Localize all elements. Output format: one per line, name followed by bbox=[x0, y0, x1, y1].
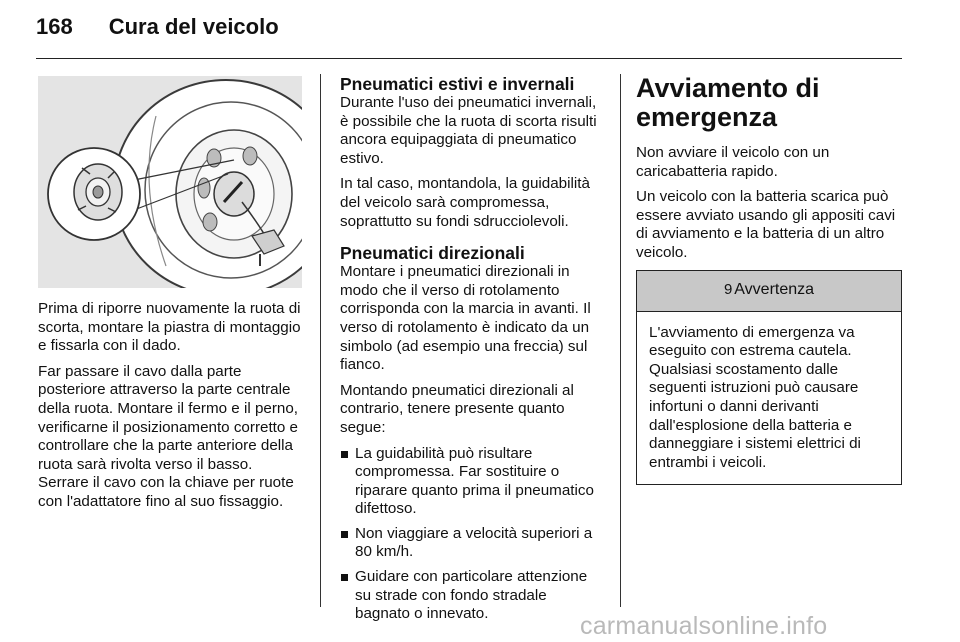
warning-icon: 9 bbox=[723, 281, 733, 299]
page-number: 168 bbox=[36, 14, 73, 39]
column-divider bbox=[620, 74, 621, 607]
column-3 bbox=[636, 74, 902, 485]
heading-directional-tyres: Pneumatici direzionali bbox=[340, 243, 525, 264]
list-item bbox=[340, 525, 602, 562]
header-divider bbox=[36, 58, 902, 59]
bullet-list bbox=[340, 445, 602, 624]
paragraph-reverse-mounting: Montando pneumatici direzionali al contrario, tenere presente quanto segue: bbox=[340, 381, 574, 436]
bullet-square-icon bbox=[341, 574, 348, 581]
paragraph-directional-mounting: Montare i pneumatici direzionali in modo che il verso di rotolamento corrisponda con la marcia in avanti. Il verso di rotolamento è indicato da un simbolo (ad esempio una freccia) sul fianco. bbox=[340, 263, 591, 374]
page-title: Cura del veicolo bbox=[108, 14, 279, 39]
warning-header bbox=[637, 271, 901, 312]
list-item-text: Non viaggiare a velocità superiori a 80 km/h. bbox=[355, 524, 593, 561]
paragraph-handling: In tal caso, montandola, la guidabilità del veicolo sarà compromessa, soprattutto su fondi sdrucciolevoli. bbox=[340, 175, 590, 230]
heading-emergency-start: Avviamento di emergenza bbox=[636, 73, 820, 132]
list-item-text: Guidare con particolare attenzione su strade con fondo stradale bagnato o innevato. bbox=[355, 568, 588, 623]
paragraph-spare-wheel-plate: Prima di riporre nuovamente la ruota di scorta, montare la piastra di montaggio e fissarla con il dado. bbox=[38, 300, 301, 355]
column-2 bbox=[340, 74, 602, 630]
paragraph-jump-cables: Un veicolo con la batteria scarica può essere avviato usando gli appositi cavi di avviamento e la batteria di un altro veicolo. bbox=[636, 188, 896, 261]
paragraph-cable-fixing: Far passare il cavo dalla parte posteriore attraverso la parte centrale della ruota. Montare il fermo e il perno, verificarne il posizionamento corretto e controllare che la parte anteriore della ruota sarà rivolta verso il basso. Serrare il cavo con la chiave per ruote con l'adattatore fino al suo fissaggio. bbox=[38, 362, 299, 510]
warning-title: Avvertenza bbox=[734, 281, 815, 299]
watermark: carmanualsonline.info bbox=[580, 612, 828, 640]
bullet-square-icon bbox=[341, 451, 348, 458]
warning-text: L'avviamento di emergenza va eseguito con estrema cautela. Qualsiasi scostamento dalle seguenti istruzioni può causare infortuni o danni derivanti dall'esplosione della batteria e danneggiare i sistemi elettrici di entrambi i veicoli. bbox=[649, 323, 861, 471]
column-1 bbox=[38, 300, 302, 519]
paragraph-no-fast-charger: Non avviare il veicolo con un caricabatteria rapido. bbox=[636, 144, 830, 180]
heading-summer-winter-tyres: Pneumatici estivi e invernali bbox=[340, 74, 575, 94]
page-header bbox=[36, 14, 279, 54]
paragraph-winter-tyres: Durante l'uso dei pneumatici invernali, è possibile che la ruota di scorta risulti ancora equipaggiata di pneumatico estivo. bbox=[340, 94, 597, 167]
spare-wheel-illustration bbox=[38, 76, 302, 288]
bullet-square-icon bbox=[341, 531, 348, 538]
warning-box bbox=[636, 270, 902, 486]
list-item bbox=[340, 568, 602, 624]
list-item bbox=[340, 445, 602, 519]
list-item-text: La guidabilità può risultare compromessa. Far sostituire o riparare quanto prima il pneumatico difettoso. bbox=[355, 444, 594, 518]
column-divider bbox=[320, 74, 321, 607]
